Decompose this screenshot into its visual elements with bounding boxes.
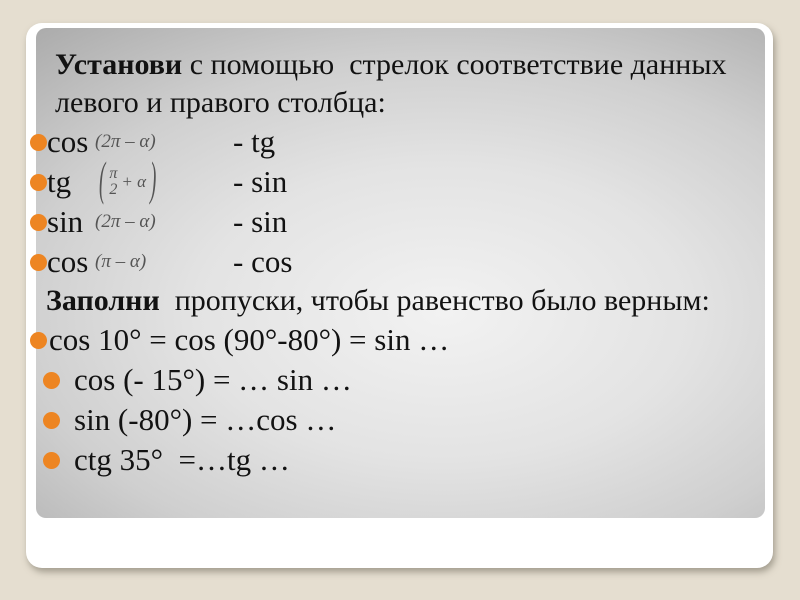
- formula-argument: (π – α): [95, 251, 147, 272]
- slide-content-panel: [36, 28, 765, 518]
- function-name: sin: [47, 204, 84, 239]
- task-subtitle: [46, 282, 765, 320]
- matching-answer: - sin: [233, 204, 288, 239]
- matching-row: [36, 154, 765, 207]
- bullet-icon: [43, 452, 60, 469]
- function-name: cos: [47, 124, 89, 159]
- left-paren: (: [99, 154, 106, 207]
- bullet-icon: [43, 412, 60, 429]
- bullet-icon: [30, 254, 47, 271]
- bullet-icon: [43, 372, 60, 389]
- math-formula: [95, 131, 233, 153]
- function-name: cos: [47, 244, 89, 279]
- math-formula: [95, 211, 233, 233]
- formula-suffix: + α: [121, 172, 146, 191]
- matching-answer: - cos: [233, 244, 293, 279]
- fraction: [109, 166, 117, 198]
- function-name: tg: [47, 164, 72, 199]
- math-formula: [95, 154, 233, 207]
- formula-argument: (2π – α): [95, 131, 156, 152]
- fill-item-row: [36, 320, 765, 360]
- fill-item-row: [36, 400, 765, 440]
- matching-answer: - tg: [233, 124, 276, 159]
- matching-row: [36, 202, 765, 242]
- formula-argument: (2π – α): [95, 211, 156, 232]
- matching-row: [36, 122, 765, 162]
- bullet-icon: [30, 134, 47, 151]
- bullet-icon: [30, 214, 47, 231]
- fraction-denominator: 2: [109, 181, 118, 198]
- subtitle-rest: пропуски, чтобы равенство было верным:: [159, 284, 710, 317]
- right-paren: ): [150, 154, 157, 207]
- matching-row: [36, 242, 765, 282]
- fraction-numerator: π: [109, 165, 118, 182]
- fill-equation: cos 10° = cos (90°-80°) = sin …: [49, 322, 450, 357]
- fill-equation: sin (-80°) = …cos …: [74, 402, 337, 437]
- math-formula: [95, 251, 233, 273]
- title-bold-word: Установи: [55, 48, 183, 81]
- slide-card: [26, 23, 773, 568]
- fill-equation: cos (- 15°) = … sin …: [74, 362, 352, 397]
- fill-item-row: [36, 440, 765, 480]
- fill-equation: ctg 35° =…tg …: [74, 442, 290, 477]
- slide-content: [36, 46, 765, 480]
- task-title-line-1: [55, 46, 765, 84]
- bullet-icon: [30, 174, 47, 191]
- matching-answer: - sin: [233, 164, 288, 199]
- title-rest: с помощью стрелок соответствие данных: [182, 48, 727, 81]
- bullet-icon: [30, 332, 47, 349]
- subtitle-bold-word: Заполни: [46, 284, 160, 317]
- task-title-line-2: левого и правого столбца:: [55, 86, 386, 119]
- fill-item-row: [36, 360, 765, 400]
